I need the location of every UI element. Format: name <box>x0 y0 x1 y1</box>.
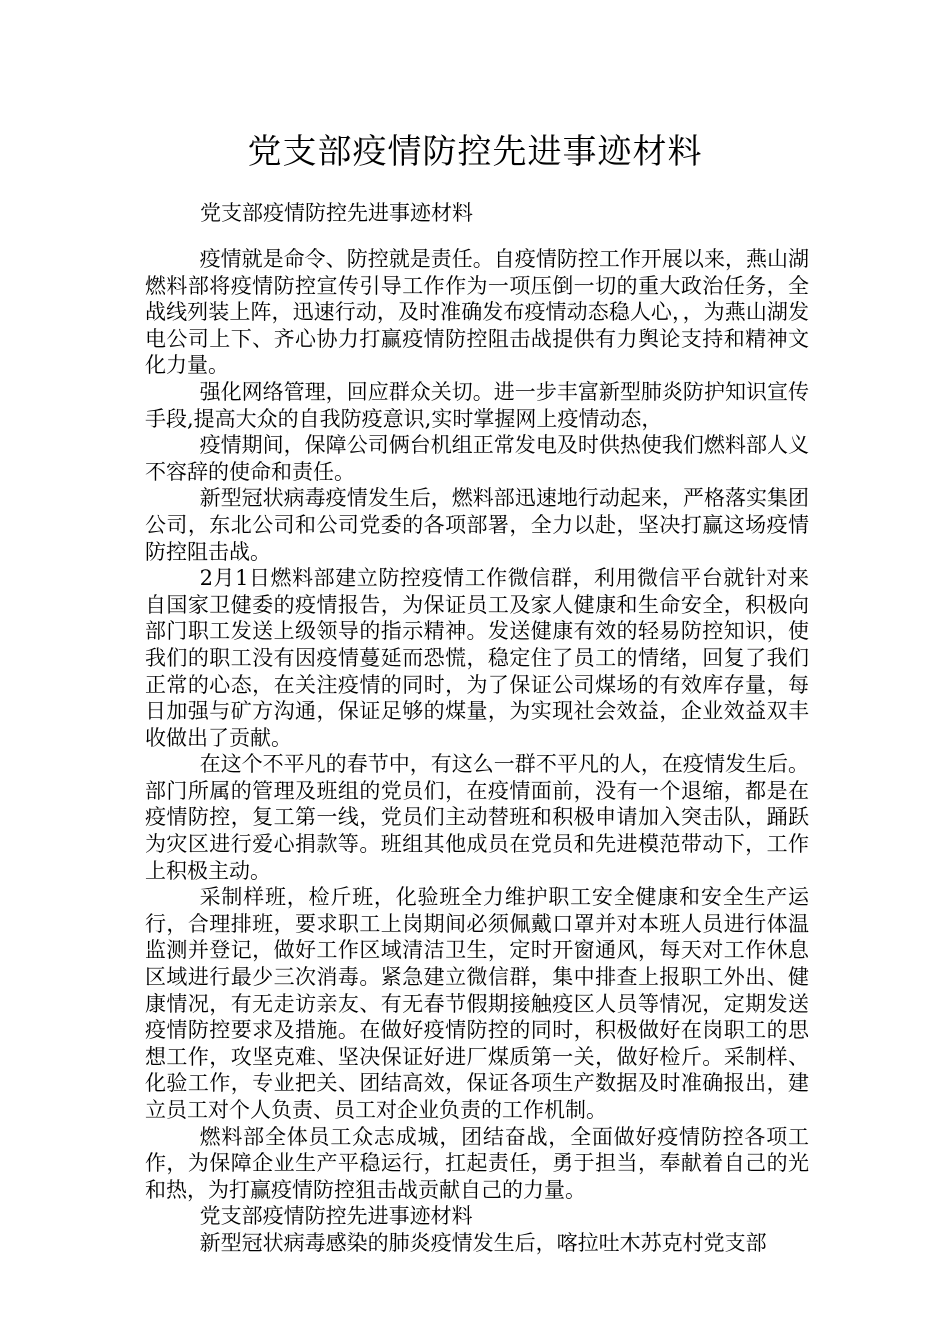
document-title: 党支部疫情防控先进事迹材料 <box>247 132 703 172</box>
paragraph: 新型冠状病毒疫情发生后，燃料部迅速地行动起来，严格落实集团公司，东北公司和公司党委的各项部署，全力以赴，坚决打赢这场疫情防控阻击战。 <box>145 486 809 564</box>
paragraph: 强化网络管理，回应群众关切。进一步丰富新型肺炎防护知识宣传手段,提高大众的自我防疫意识,实时掌握网上疫情动态， <box>145 379 809 431</box>
paragraph: 燃料部全体员工众志成城，团结奋战，全面做好疫情防控各项工作，为保障企业生产平稳运行，扛起责任，勇于担当，奉献着自己的光和热，为打赢疫情防控狙击战贡献自己的力量。 <box>145 1124 809 1202</box>
paragraph: 在这个不平凡的春节中，有这么一群不平凡的人，在疫情发生后。部门所属的管理及班组的党员们，在疫情面前，没有一个退缩，都是在疫情防控，复工第一线，党员们主动替班和积极申请加入突击队，踊跃为灾区进行爱心捐款等。班组其他成员在党员和先进模范带动下，工作上积极主动。 <box>145 752 809 883</box>
paragraph: 采制样班，检斤班，化验班全力维护职工安全健康和安全生产运行，合理排班，要求职工上岗期间必须佩戴口罩并对本班人员进行体温监测并登记，做好工作区域清洁卫生，定时开窗通风，每天对工作休息区域进行最少三次消毒。紧急建立微信群，集中排查上报职工外出、健康情况，有无走访亲友、有无春节假期接触疫区人员等情况，定期发送疫情防控要求及措施。在做好疫情防控的同时，积极做好在岗职工的思想工作，攻坚克难、坚决保证好进厂煤质第一关，做好检斤。采制样、化验工作，专业把关、团结高效，保证各项生产数据及时准确报出，建立员工对个人负责、员工对企业负责的工作机制。 <box>145 885 809 1122</box>
document-subtitle: 党支部疫情防控先进事迹材料 <box>200 201 473 225</box>
paragraph: 疫情期间，保障公司俩台机组正常发电及时供热使我们燃料部人义不容辞的使命和责任。 <box>145 433 809 484</box>
document-body <box>145 246 809 1257</box>
paragraph: 新型冠状病毒感染的肺炎疫情发生后，喀拉吐木苏克村党支部 <box>199 1230 767 1255</box>
paragraph: 2月1日燃料部建立防控疫情工作微信群，利用微信平台就针对来自国家卫健委的疫情报告，为保证员工及家人健康和生命安全，积极向部门职工发送上级领导的指示精神。发送健康有效的轻易防控知识，使我们的职工没有因疫情蔓延而恐慌，稳定住了员工的情绪，回复了我们正常的心态，在关注疫情的同时，为了保证公司煤场的有效库存量，每日加强与矿方沟通，保证足够的煤量，为实现社会效益，企业效益双丰收做出了贡献。 <box>145 566 809 750</box>
section-heading: 党支部疫情防控先进事迹材料 <box>199 1204 473 1229</box>
paragraph: 疫情就是命令、防控就是责任。自疫情防控工作开展以来，燕山湖燃料部将疫情防控宣传引导工作作为一项压倒一切的重大政治任务，全战线列装上阵，迅速行动，及时准确发布疫情动态稳人心，，为燕山湖发电公司上下、齐心协力打赢疫情防控阻击战提供有力舆论支持和精神文化力量。 <box>145 247 809 378</box>
